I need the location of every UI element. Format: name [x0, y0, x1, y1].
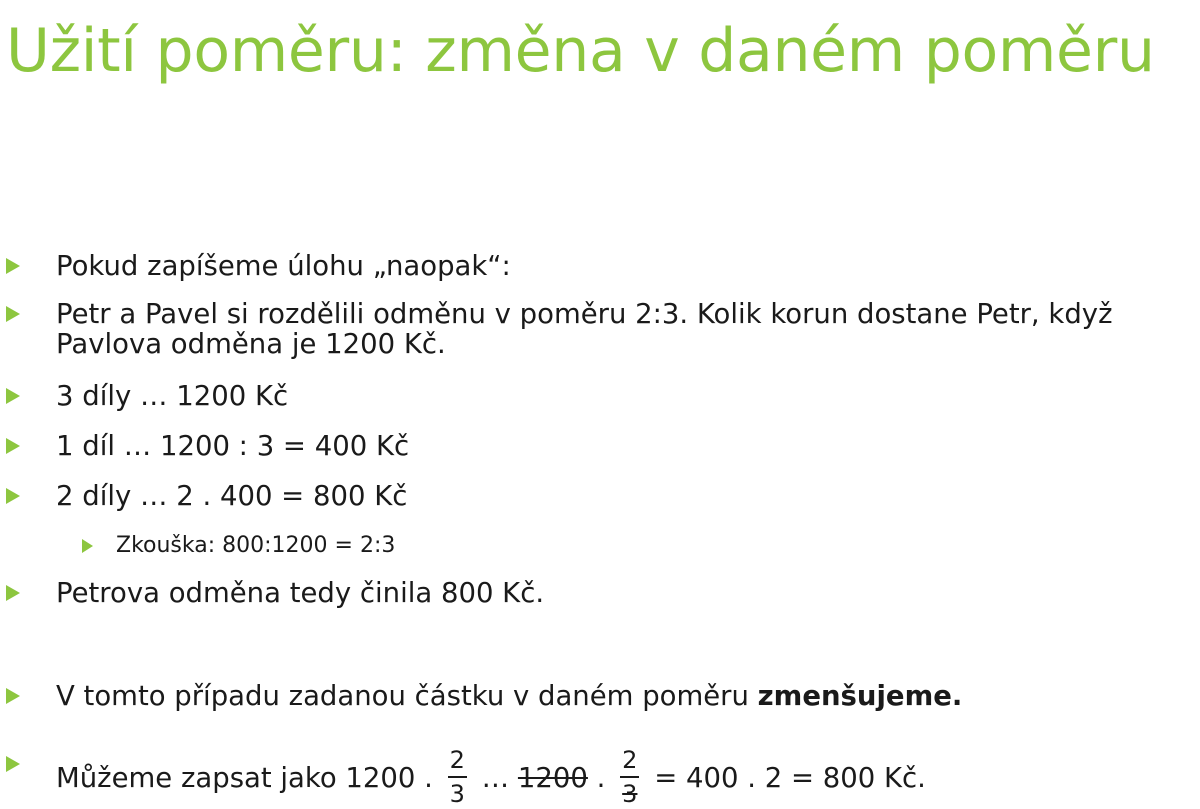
bullet-arrow-icon — [6, 258, 20, 274]
bullet-text: Pokud zapíšeme úlohu „naopak“: — [56, 250, 511, 282]
fraction-2 — [620, 747, 639, 807]
fraction-bar — [448, 776, 467, 778]
formula-dot: . — [596, 762, 606, 794]
formula-struck-value: 1200 — [517, 762, 588, 794]
bullet-text: Petrova odměna tedy činila 800 Kč. — [56, 577, 545, 609]
fraction-2-denominator: 3 — [622, 780, 638, 808]
bullet-text-line1: Petr a Pavel si rozdělili odměnu v poměru 2:3. Kolik korun dostane Petr, když — [56, 298, 1113, 330]
formula-text — [56, 746, 926, 809]
slide-title: Užití poměru: změna v daném poměru — [6, 16, 1155, 86]
fraction-1-denominator: 3 — [449, 780, 465, 808]
bullet-arrow-icon — [6, 488, 20, 504]
formula-ellipsis: … — [481, 762, 510, 794]
fraction-1-numerator: 2 — [449, 746, 465, 774]
bullet-arrow-icon — [6, 585, 20, 601]
bullet-arrow-icon — [6, 438, 20, 454]
formula-result: = 400 . 2 = 800 Kč. — [654, 762, 926, 794]
bullet-text-plain: V tomto případu zadanou částku v daném poměru — [56, 680, 758, 712]
fraction-bar — [620, 776, 639, 778]
bullet-text: 2 díly … 2 . 400 = 800 Kč — [56, 480, 408, 512]
bullet-text-bold: zmenšujeme. — [757, 680, 963, 712]
bullet-arrow-icon — [6, 688, 20, 704]
fraction-1 — [448, 747, 467, 807]
formula-part1: Můžeme zapsat jako 1200 . — [56, 762, 433, 794]
bullet-arrow-icon — [6, 388, 20, 404]
sub-bullet-arrow-icon — [82, 539, 93, 553]
bullet-arrow-icon — [6, 756, 20, 772]
bullet-text: 3 díly … 1200 Kč — [56, 380, 289, 412]
fraction-2-numerator: 2 — [622, 746, 638, 774]
sub-bullet-text: Zkouška: 800:1200 = 2:3 — [116, 533, 396, 558]
bullet-text-line2: Pavlova odměna je 1200 Kč. — [56, 328, 446, 360]
bullet-text: 1 díl … 1200 : 3 = 400 Kč — [56, 430, 410, 462]
bullet-arrow-icon — [6, 306, 20, 322]
bullet-text — [56, 681, 962, 711]
